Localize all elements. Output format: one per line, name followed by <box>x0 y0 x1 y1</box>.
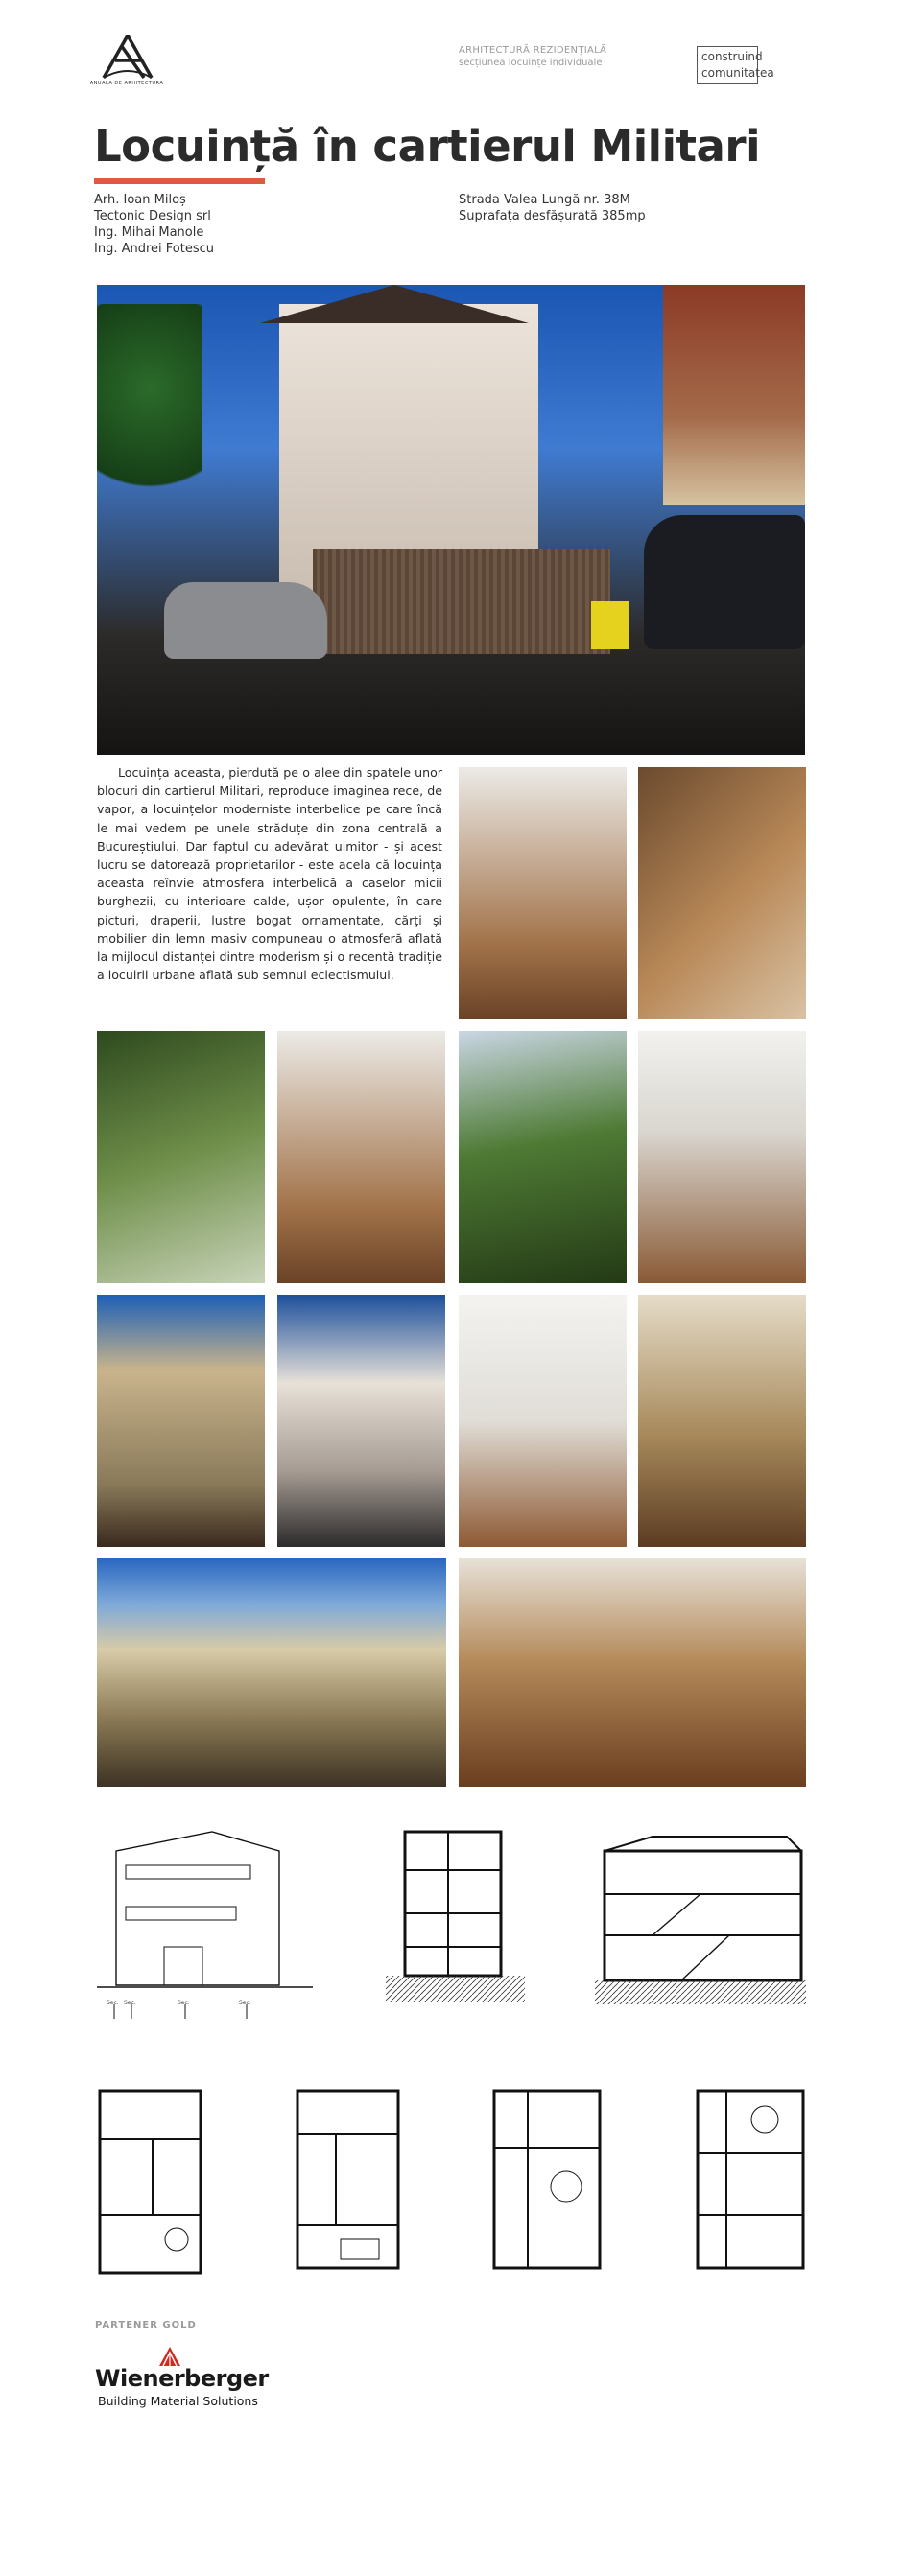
partner-label: PARTENER GOLD <box>95 2320 197 2330</box>
address-street: Strada Valea Lungă nr. 38M <box>459 193 630 207</box>
description-paragraph: Locuința aceasta, pierdută pe o alee din spatele unor blocuri din cartierul Militari, reproduce imaginea rece, de vapor, a locuințelor moderniste interbelice pe care încă le mai vedem pe unele străduțe din zona centrală a Bucureștiului. Dar faptul cu adevărat uimitor - și acest lucru se datorează proprietarilor - este acela că locuința aceasta reînvie atmosfera interbelică a caselor micii burghezii, cu interioare calde, ușor opulente, în care picturi, draperii, lustre bogat ornamentate, cărți și mobilier din lemn masiv compuneau o atmosferă aflată la mijlocul distanței dintre moderism și o recentă tradiție a locuirii urbane aflată sub semnul eclectismului. <box>97 765 442 983</box>
photo-atrium-palm <box>97 1031 265 1283</box>
logo-caption: ANUALA DE ARHITECTURA <box>89 81 164 86</box>
photo-facade-street <box>277 1295 445 1547</box>
floor-plan-ground <box>95 2081 210 2283</box>
floor-plan-first <box>293 2081 408 2283</box>
project-credits <box>94 192 214 257</box>
silver-car <box>164 582 327 659</box>
photo-atrium-plants <box>459 1031 627 1283</box>
elevation-tick-label: Sec. <box>178 2000 190 2006</box>
floor-plan-second <box>489 2081 605 2283</box>
photo-stair-landing <box>277 1031 445 1283</box>
photo-dining-library <box>459 1558 806 1787</box>
elevation-tick-label: Sec. <box>124 2000 136 2006</box>
floor-plan-third <box>693 2081 808 2283</box>
dark-car <box>644 515 805 649</box>
section-drawing-1 <box>386 1822 525 2019</box>
partner-name: Wienerberger <box>95 2365 269 2392</box>
elevation-tick-label: Sec. <box>239 2000 251 2006</box>
elevation-tick-label: Sec. <box>107 2000 119 2006</box>
house-roof <box>260 285 529 323</box>
cc-logo-line1: construind <box>701 50 763 63</box>
credit-architect: Arh. Ioan Miloș <box>94 193 186 207</box>
section-sublabel: secțiunea locuințe individuale <box>459 58 603 68</box>
tree-shape <box>97 304 202 515</box>
yellow-bin <box>591 601 629 649</box>
photo-stair-window <box>638 1031 806 1283</box>
photo-facade-side <box>97 1295 265 1547</box>
project-address <box>459 192 646 224</box>
photo-facade-alley <box>97 1558 446 1787</box>
section-label: ARHITECTURĂ REZIDENȚIALĂ <box>459 45 607 56</box>
section-drawing-2 <box>595 1822 806 2019</box>
credit-engineer-2: Ing. Andrei Fotescu <box>94 242 214 256</box>
main-photo <box>97 285 805 755</box>
address-area: Suprafața desfășurată 385mp <box>459 209 646 223</box>
photo-stair-hall <box>459 1295 627 1547</box>
credit-firm: Tectonic Design srl <box>94 209 211 223</box>
photo-living-room <box>638 1295 806 1547</box>
partner-tagline: Building Material Solutions <box>98 2394 258 2408</box>
project-description <box>97 763 442 984</box>
photo-stair-interior <box>459 767 627 1019</box>
photo-piano-room <box>638 767 806 1019</box>
page-title: Locuință în cartierul Militari <box>94 121 760 172</box>
credit-engineer-1: Ing. Mihai Manole <box>94 225 204 240</box>
construind-comunitatea-logo <box>697 46 774 84</box>
elevation-drawing <box>97 1822 313 2019</box>
title-accent-bar <box>94 178 265 184</box>
wooden-gate <box>313 549 610 654</box>
neighbor-building <box>663 285 805 505</box>
cc-logo-line2: comunitatea <box>701 66 774 80</box>
